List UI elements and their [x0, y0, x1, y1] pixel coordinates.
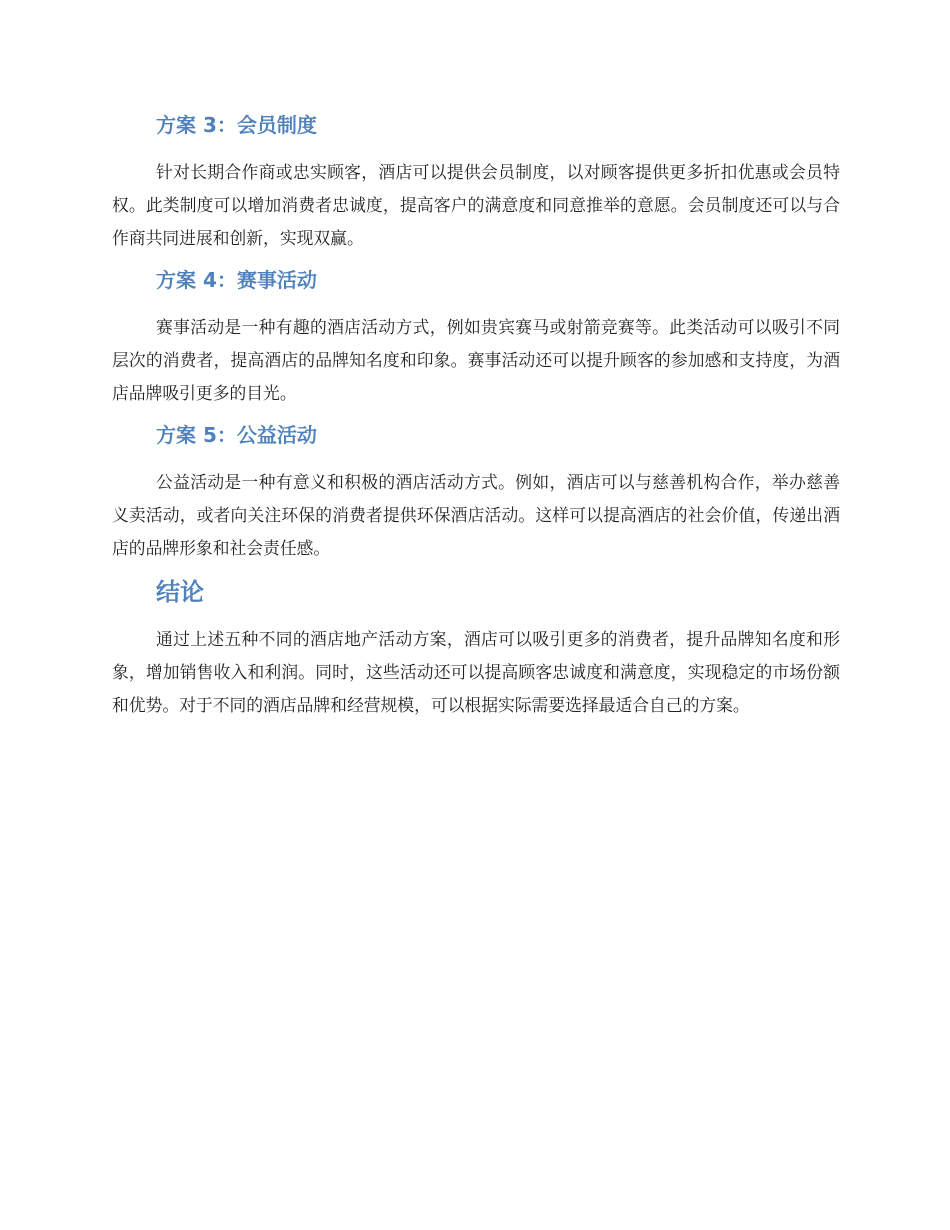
section-conclusion [112, 575, 840, 722]
section-charity [112, 420, 840, 565]
section-events [112, 265, 840, 410]
document-page [112, 110, 840, 732]
section-paragraph: 针对长期合作商或忠实顾客，酒店可以提供会员制度，以对顾客提供更多折扣优惠或会员特权。此类制度可以增加消费者忠诚度，提高客户的满意度和同意推举的意愿。会员制度还可以与合作商共同进展和创新，实现双赢。 [112, 162, 840, 248]
conclusion-paragraph: 通过上述五种不同的酒店地产活动方案，酒店可以吸引更多的消费者，提升品牌知名度和形象，增加销售收入和利润。同时，这些活动还可以提高顾客忠诚度和满意度，实现稳定的市场份额和优势。对于不同的酒店品牌和经营规模，可以根据实际需要选择最适合自己的方案。 [112, 629, 840, 715]
section-heading: 方案 3：会员制度 [156, 113, 317, 137]
section-heading: 方案 4：赛事活动 [156, 268, 317, 292]
section-paragraph: 赛事活动是一种有趣的酒店活动方式，例如贵宾赛马或射箭竞赛等。此类活动可以吸引不同层次的消费者，提高酒店的品牌知名度和印象。赛事活动还可以提升顾客的参加感和支持度，为酒店品牌吸引更多的目光。 [112, 317, 840, 403]
section-heading: 方案 5：公益活动 [156, 423, 317, 447]
section-membership [112, 110, 840, 255]
conclusion-heading: 结论 [156, 578, 204, 606]
section-paragraph: 公益活动是一种有意义和积极的酒店活动方式。例如，酒店可以与慈善机构合作，举办慈善义卖活动，或者向关注环保的消费者提供环保酒店活动。这样可以提高酒店的社会价值，传递出酒店的品牌形象和社会责任感。 [112, 472, 840, 558]
